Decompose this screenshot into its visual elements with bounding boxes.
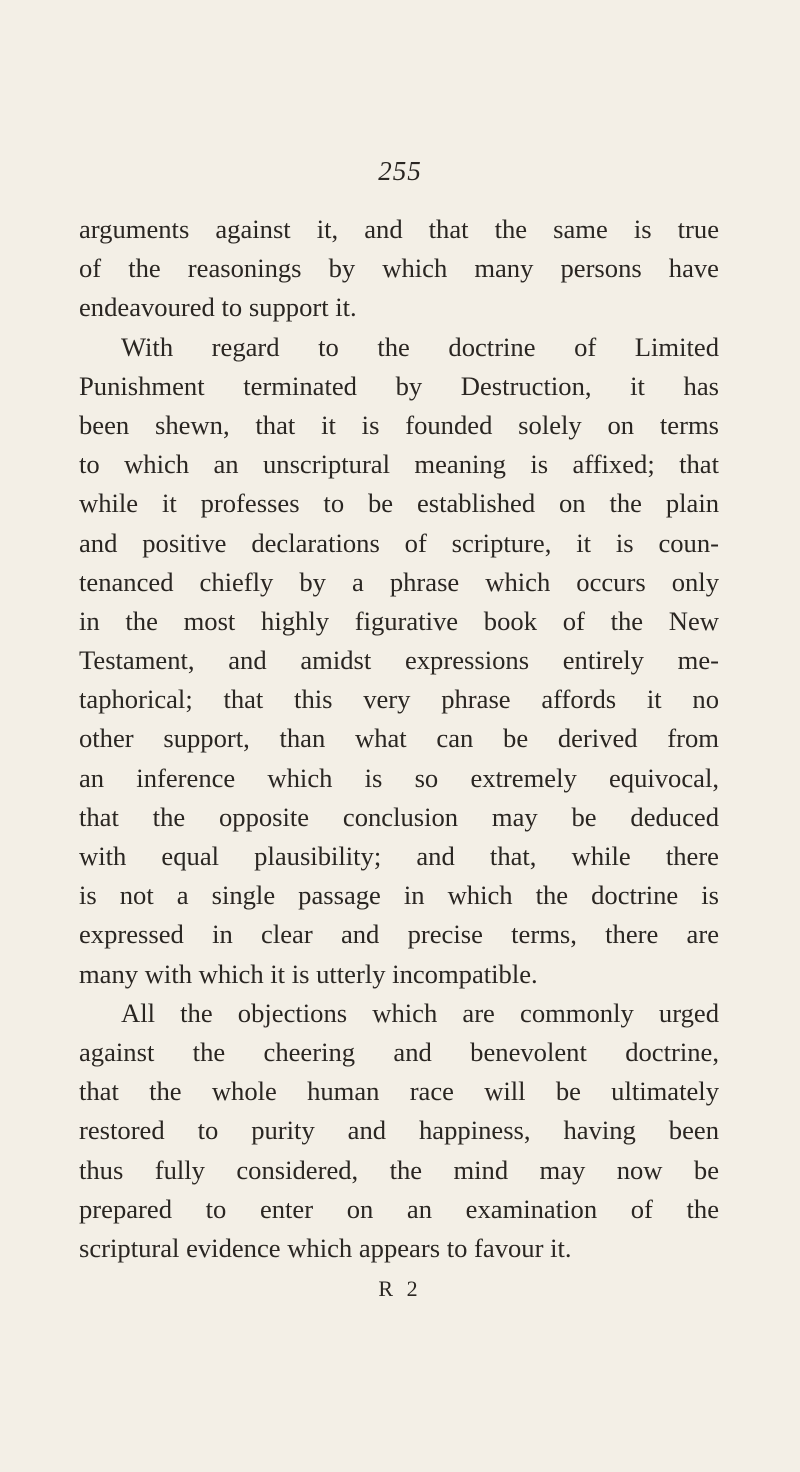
text-line: Punishment terminated by Destruction, it has [79,370,719,401]
paragraph [79,328,719,994]
text-line: prepared to enter on an examination of the [79,1193,719,1224]
text-line: arguments against it, and that the same is true [79,214,719,244]
text-line: Testament, and amidst expressions entirely me- [79,645,719,676]
text-line: and positive declarations of scripture, it is coun- [79,527,719,558]
text-line: of the reasonings by which many persons have [79,253,719,284]
text-line: With regard to the doctrine of Limited [121,331,719,362]
text-line: scriptural evidence which appears to favour it. [79,1232,572,1263]
paragraph [79,994,719,1268]
text-line: expressed in clear and precise terms, there are [79,919,719,950]
printer-signature: R 2 [378,1276,422,1301]
text-line: is not a single passage in which the doctrine is [79,880,719,911]
text-line: endeavoured to support it. [79,292,357,323]
text-line: taphorical; that this very phrase affords it no [79,684,719,715]
text-line: against the cheering and benevolent doctrine, [79,1036,719,1067]
text-line: restored to purity and happiness, having been [79,1115,719,1146]
text-line: with equal plausibility; and that, while there [79,841,719,871]
text-line: All the objections which are commonly urged [121,997,719,1028]
body-text [79,210,719,1268]
text-line: an inference which is so extremely equivocal, [79,762,719,793]
text-line: thus fully considered, the mind may now be [79,1154,719,1185]
page-number: 255 [378,156,422,186]
text-line: that the opposite conclusion may be deduced [79,801,719,832]
text-line: in the most highly figurative book of the New [79,605,719,636]
text-line: that the whole human race will be ultimately [79,1076,719,1107]
text-line: many with which it is utterly incompatible. [79,958,538,989]
paragraph [79,210,719,328]
text-line: while it professes to be established on the plain [79,488,719,519]
text-line: tenanced chiefly by a phrase which occurs only [79,566,719,597]
text-line: been shewn, that it is founded solely on terms [79,409,719,440]
text-line: to which an unscriptural meaning is affixed; that [79,449,719,480]
text-line: other support, than what can be derived from [79,723,719,754]
